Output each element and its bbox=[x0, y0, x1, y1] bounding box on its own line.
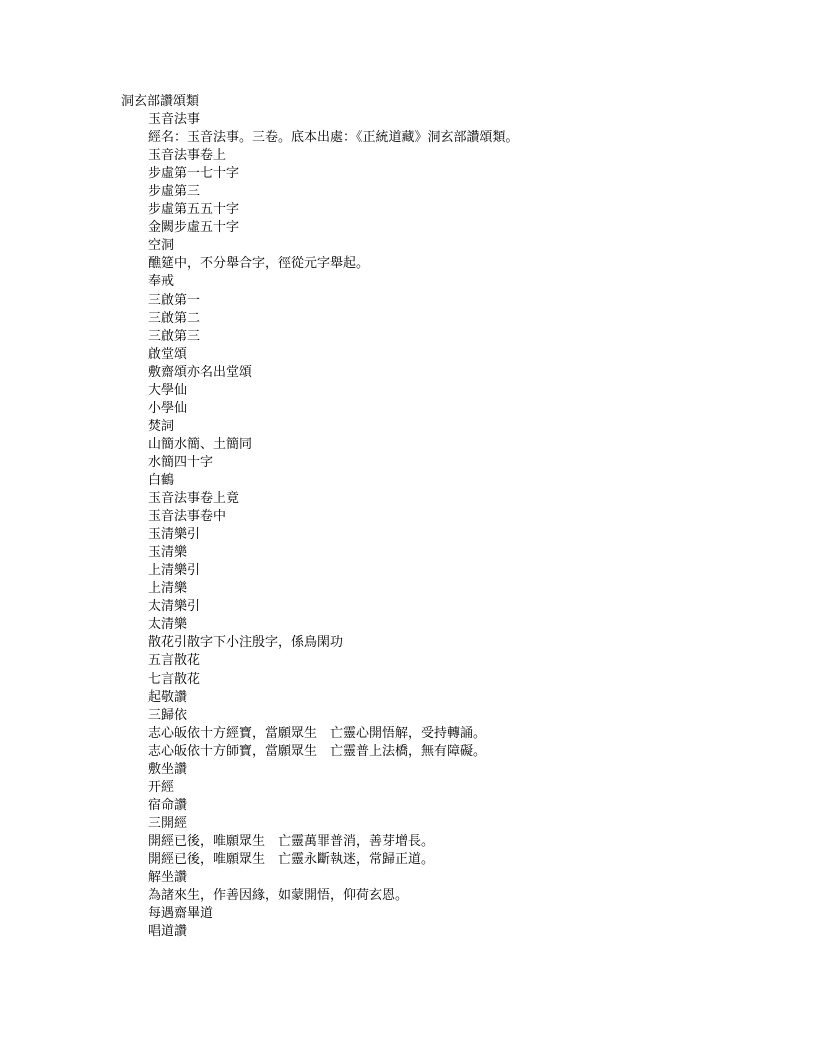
text-line: 唱道讚 bbox=[148, 924, 188, 940]
text-line: 志心皈依十方經寶，當願眾生 亡靈心開悟解，受持轉誦。 bbox=[148, 725, 487, 741]
text-line: 敷坐讚 bbox=[148, 761, 188, 777]
text-line: 三啟第二 bbox=[148, 310, 201, 326]
text-line: 起敬讚 bbox=[148, 689, 188, 705]
text-line: 三歸依 bbox=[148, 707, 188, 723]
text-line: 七言散花 bbox=[148, 671, 201, 687]
text-line: 玉音法事卷中 bbox=[148, 509, 227, 525]
category-heading: 洞玄部讚頌類 bbox=[121, 94, 200, 109]
text-line: 玉音法事卷上竟 bbox=[148, 491, 240, 507]
entry-list bbox=[121, 111, 801, 941]
text-line: 山簡水簡、土簡同 bbox=[148, 436, 253, 452]
text-line: 三啟第一 bbox=[148, 292, 201, 308]
text-line: 步虛第一七十字 bbox=[148, 166, 240, 182]
text-line: 金闕步虛五十字 bbox=[148, 220, 240, 236]
text-line: 為諸來生，作善因緣，如蒙開悟，仰荷玄恩。 bbox=[148, 888, 409, 904]
text-line: 空洞 bbox=[148, 238, 175, 254]
text-line: 開經已後，唯願眾生 亡靈萬罪普消，善芽增長。 bbox=[148, 833, 435, 849]
text-line: 太清樂 bbox=[148, 617, 188, 633]
text-line: 敷齋頌亦名出堂頌 bbox=[148, 364, 253, 380]
text-line: 开經 bbox=[148, 779, 175, 795]
text-line: 五言散花 bbox=[148, 653, 201, 669]
text-line: 奉戒 bbox=[148, 274, 175, 290]
text-line: 步虛第五五十字 bbox=[148, 202, 240, 218]
text-line: 三開經 bbox=[148, 815, 188, 831]
text-line: 玉音法事卷上 bbox=[148, 148, 227, 164]
text-line: 解坐讚 bbox=[148, 870, 188, 886]
text-line: 玉清樂引 bbox=[148, 527, 201, 543]
text-line: 上清樂 bbox=[148, 581, 188, 597]
text-line: 玉音法事 bbox=[148, 112, 201, 128]
text-line: 太清樂引 bbox=[148, 599, 201, 615]
text-line: 開經已後，唯願眾生 亡靈永斷執迷，常歸正道。 bbox=[148, 851, 435, 867]
text-line: 志心皈依十方師寶，當願眾生 亡靈普上法橋，無有障礙。 bbox=[148, 743, 487, 759]
text-line: 步虛第三 bbox=[148, 184, 201, 200]
text-line: 散花引散字下小注殷字，係鳥閑功 bbox=[148, 635, 344, 651]
text-line: 宿命讚 bbox=[148, 797, 188, 813]
text-line: 每遇齋畢道 bbox=[148, 906, 214, 922]
text-line: 啟堂頌 bbox=[148, 346, 188, 362]
text-line: 醮筵中，不分舉合字，徑從元字舉起。 bbox=[148, 256, 370, 272]
text-line: 經名：玉音法事。三卷。底本出處：《正統道藏》洞玄部讚頌類。 bbox=[148, 130, 519, 146]
text-line: 大學仙 bbox=[148, 382, 188, 398]
text-line: 白鶴 bbox=[148, 472, 175, 488]
document-body bbox=[121, 93, 801, 941]
text-line: 玉清樂 bbox=[148, 545, 188, 561]
text-line: 水簡四十字 bbox=[148, 454, 214, 470]
text-line: 上清樂引 bbox=[148, 563, 201, 579]
text-line: 三啟第三 bbox=[148, 328, 201, 344]
text-line: 焚詞 bbox=[148, 418, 175, 434]
text-line: 小學仙 bbox=[148, 400, 188, 416]
